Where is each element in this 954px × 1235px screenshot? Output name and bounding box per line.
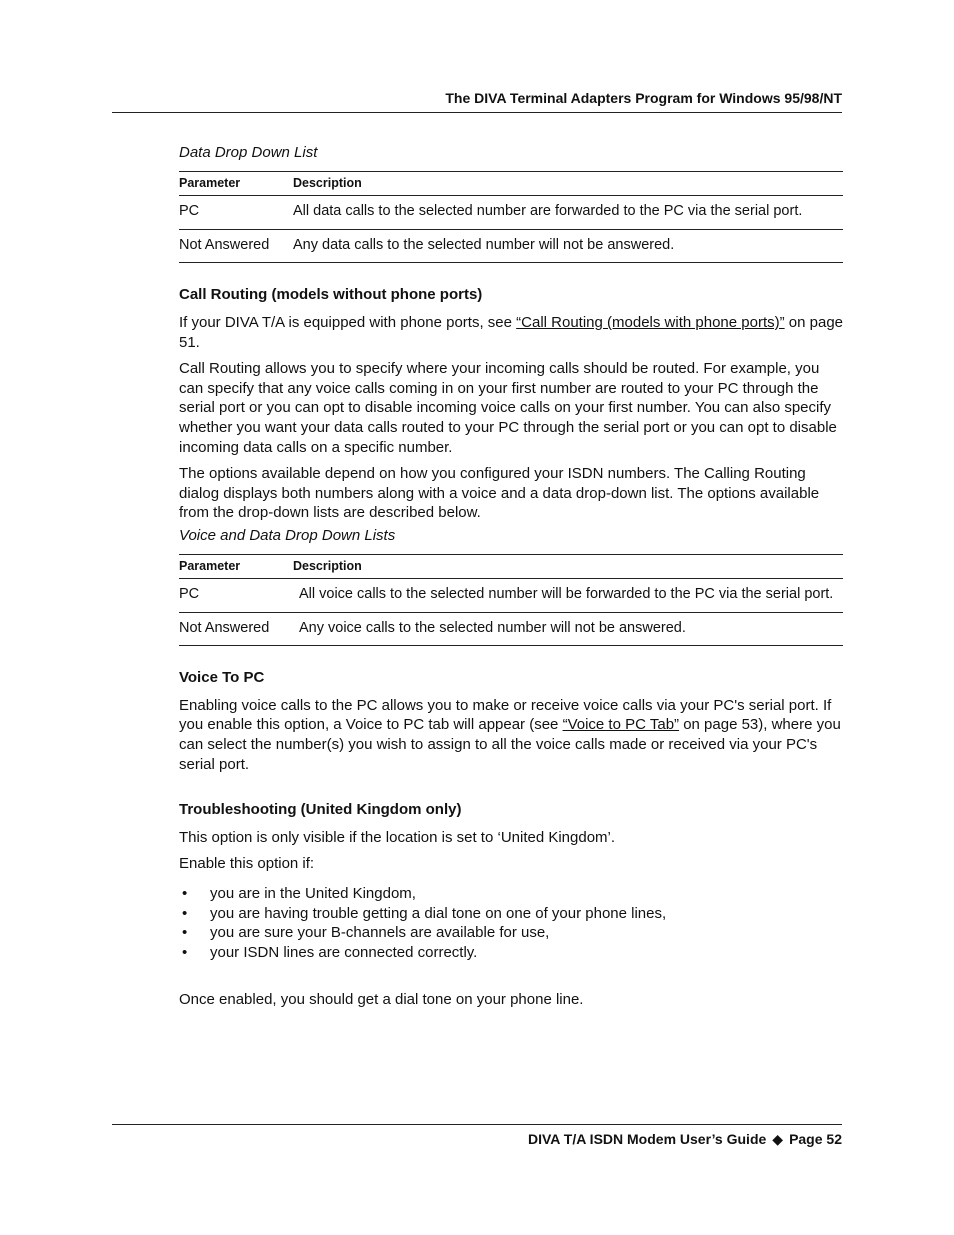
bullet-icon: • [182,943,188,961]
call-routing-paragraph-1 [179,313,843,352]
parameter-cell: PC [179,196,293,230]
description-cell: Any data calls to the selected number will not be answered. [293,229,843,263]
voice-to-pc-heading: Voice To PC [179,669,265,687]
column-header-description: Description [293,554,843,579]
footer-page-number: Page 52 [789,1131,842,1147]
voice-to-pc-paragraph [179,696,843,774]
list-item [179,904,843,924]
troubleshooting-paragraph-1: This option is only visible if the location is set to ‘United Kingdom’. [179,828,616,846]
diamond-separator-icon: ◆ [772,1131,784,1147]
troubleshooting-bullet-list [179,884,843,962]
text-span: on page 53), where you can select the number(s) you wish to assign to all the voice calls made or received via your PC's serial port. [179,716,841,773]
description-cell: All data calls to the selected number are forwarded to the PC via the serial port. [293,196,843,230]
call-routing-paragraph-2: Call Routing allows you to specify where your incoming calls should be routed. For example, you can specify that any voice calls coming in on your first number are routed to your PC through the serial port or you can opt to disable incoming voice calls on your first number. You can also specify whether you want your data calls routed to your PC through the serial port or you can opt to disable incoming data calls on a specific number. [179,360,837,456]
voice-to-pc-tab-link[interactable]: “Voice to PC Tab” [562,716,680,734]
text-span: Enabling voice calls to the PC allows you to make or receive voice calls via your PC's serial port. If you enable this option, a Voice to PC tab will appear (see [179,696,832,734]
troubleshooting-paragraph-3: Once enabled, you should get a dial tone on your phone line. [179,991,584,1009]
page-body [179,143,843,1017]
list-item [179,923,843,943]
voice-data-drop-down-table [179,554,843,647]
header-rule [112,112,842,113]
description-cell: Any voice calls to the selected number will not be answered. [293,612,843,646]
list-item-text: your ISDN lines are connected correctly. [210,943,478,961]
text-span: on page 51. [179,313,843,351]
table-row [179,229,843,263]
table-row [179,579,843,613]
footer-guide-title: DIVA T/A ISDN Modem User’s Guide [527,1131,767,1147]
description-cell: All voice calls to the selected number will be forwarded to the PC via the serial port. [293,579,843,613]
bullet-icon: • [182,885,188,903]
running-header: The DIVA Terminal Adapters Program for Windows 95/98/NT [445,90,842,106]
parameter-cell: Not Answered [179,229,293,263]
call-routing-heading: Call Routing (models without phone ports) [179,286,483,304]
table-header-row [179,171,843,196]
table-row [179,196,843,230]
bullet-icon: • [182,904,188,922]
text-span: If your DIVA T/A is equipped with phone ports, see [179,313,517,331]
table-header-row [179,554,843,579]
troubleshooting-paragraph-2: Enable this option if: [179,855,315,873]
column-header-parameter: Parameter [179,554,293,579]
table1-caption: Data Drop Down List [179,144,318,161]
list-item-text: you are in the United Kingdom, [210,885,416,903]
running-footer [112,1131,842,1148]
table-row [179,612,843,646]
troubleshooting-heading: Troubleshooting (United Kingdom only) [179,801,462,819]
table2-caption: Voice and Data Drop Down Lists [179,526,396,544]
column-header-description: Description [293,171,843,196]
parameter-cell: Not Answered [179,612,293,646]
footer-rule [112,1124,842,1125]
list-item-text: you are having trouble getting a dial tone on one of your phone lines, [210,904,667,922]
list-item-text: you are sure your B-channels are available for use, [210,924,550,942]
data-drop-down-table [179,171,843,264]
call-routing-paragraph-3: The options available depend on how you configured your ISDN numbers. The Calling Routing dialog displays both numbers along with a voice and a data drop-down list. The options available from the drop-down lists are described below. [179,465,820,522]
call-routing-phone-ports-link[interactable]: “Call Routing (models with phone ports)” [516,313,785,331]
parameter-cell: PC [179,579,293,613]
list-item [179,943,843,963]
list-item [179,884,843,904]
bullet-icon: • [182,924,188,942]
column-header-parameter: Parameter [179,171,293,196]
